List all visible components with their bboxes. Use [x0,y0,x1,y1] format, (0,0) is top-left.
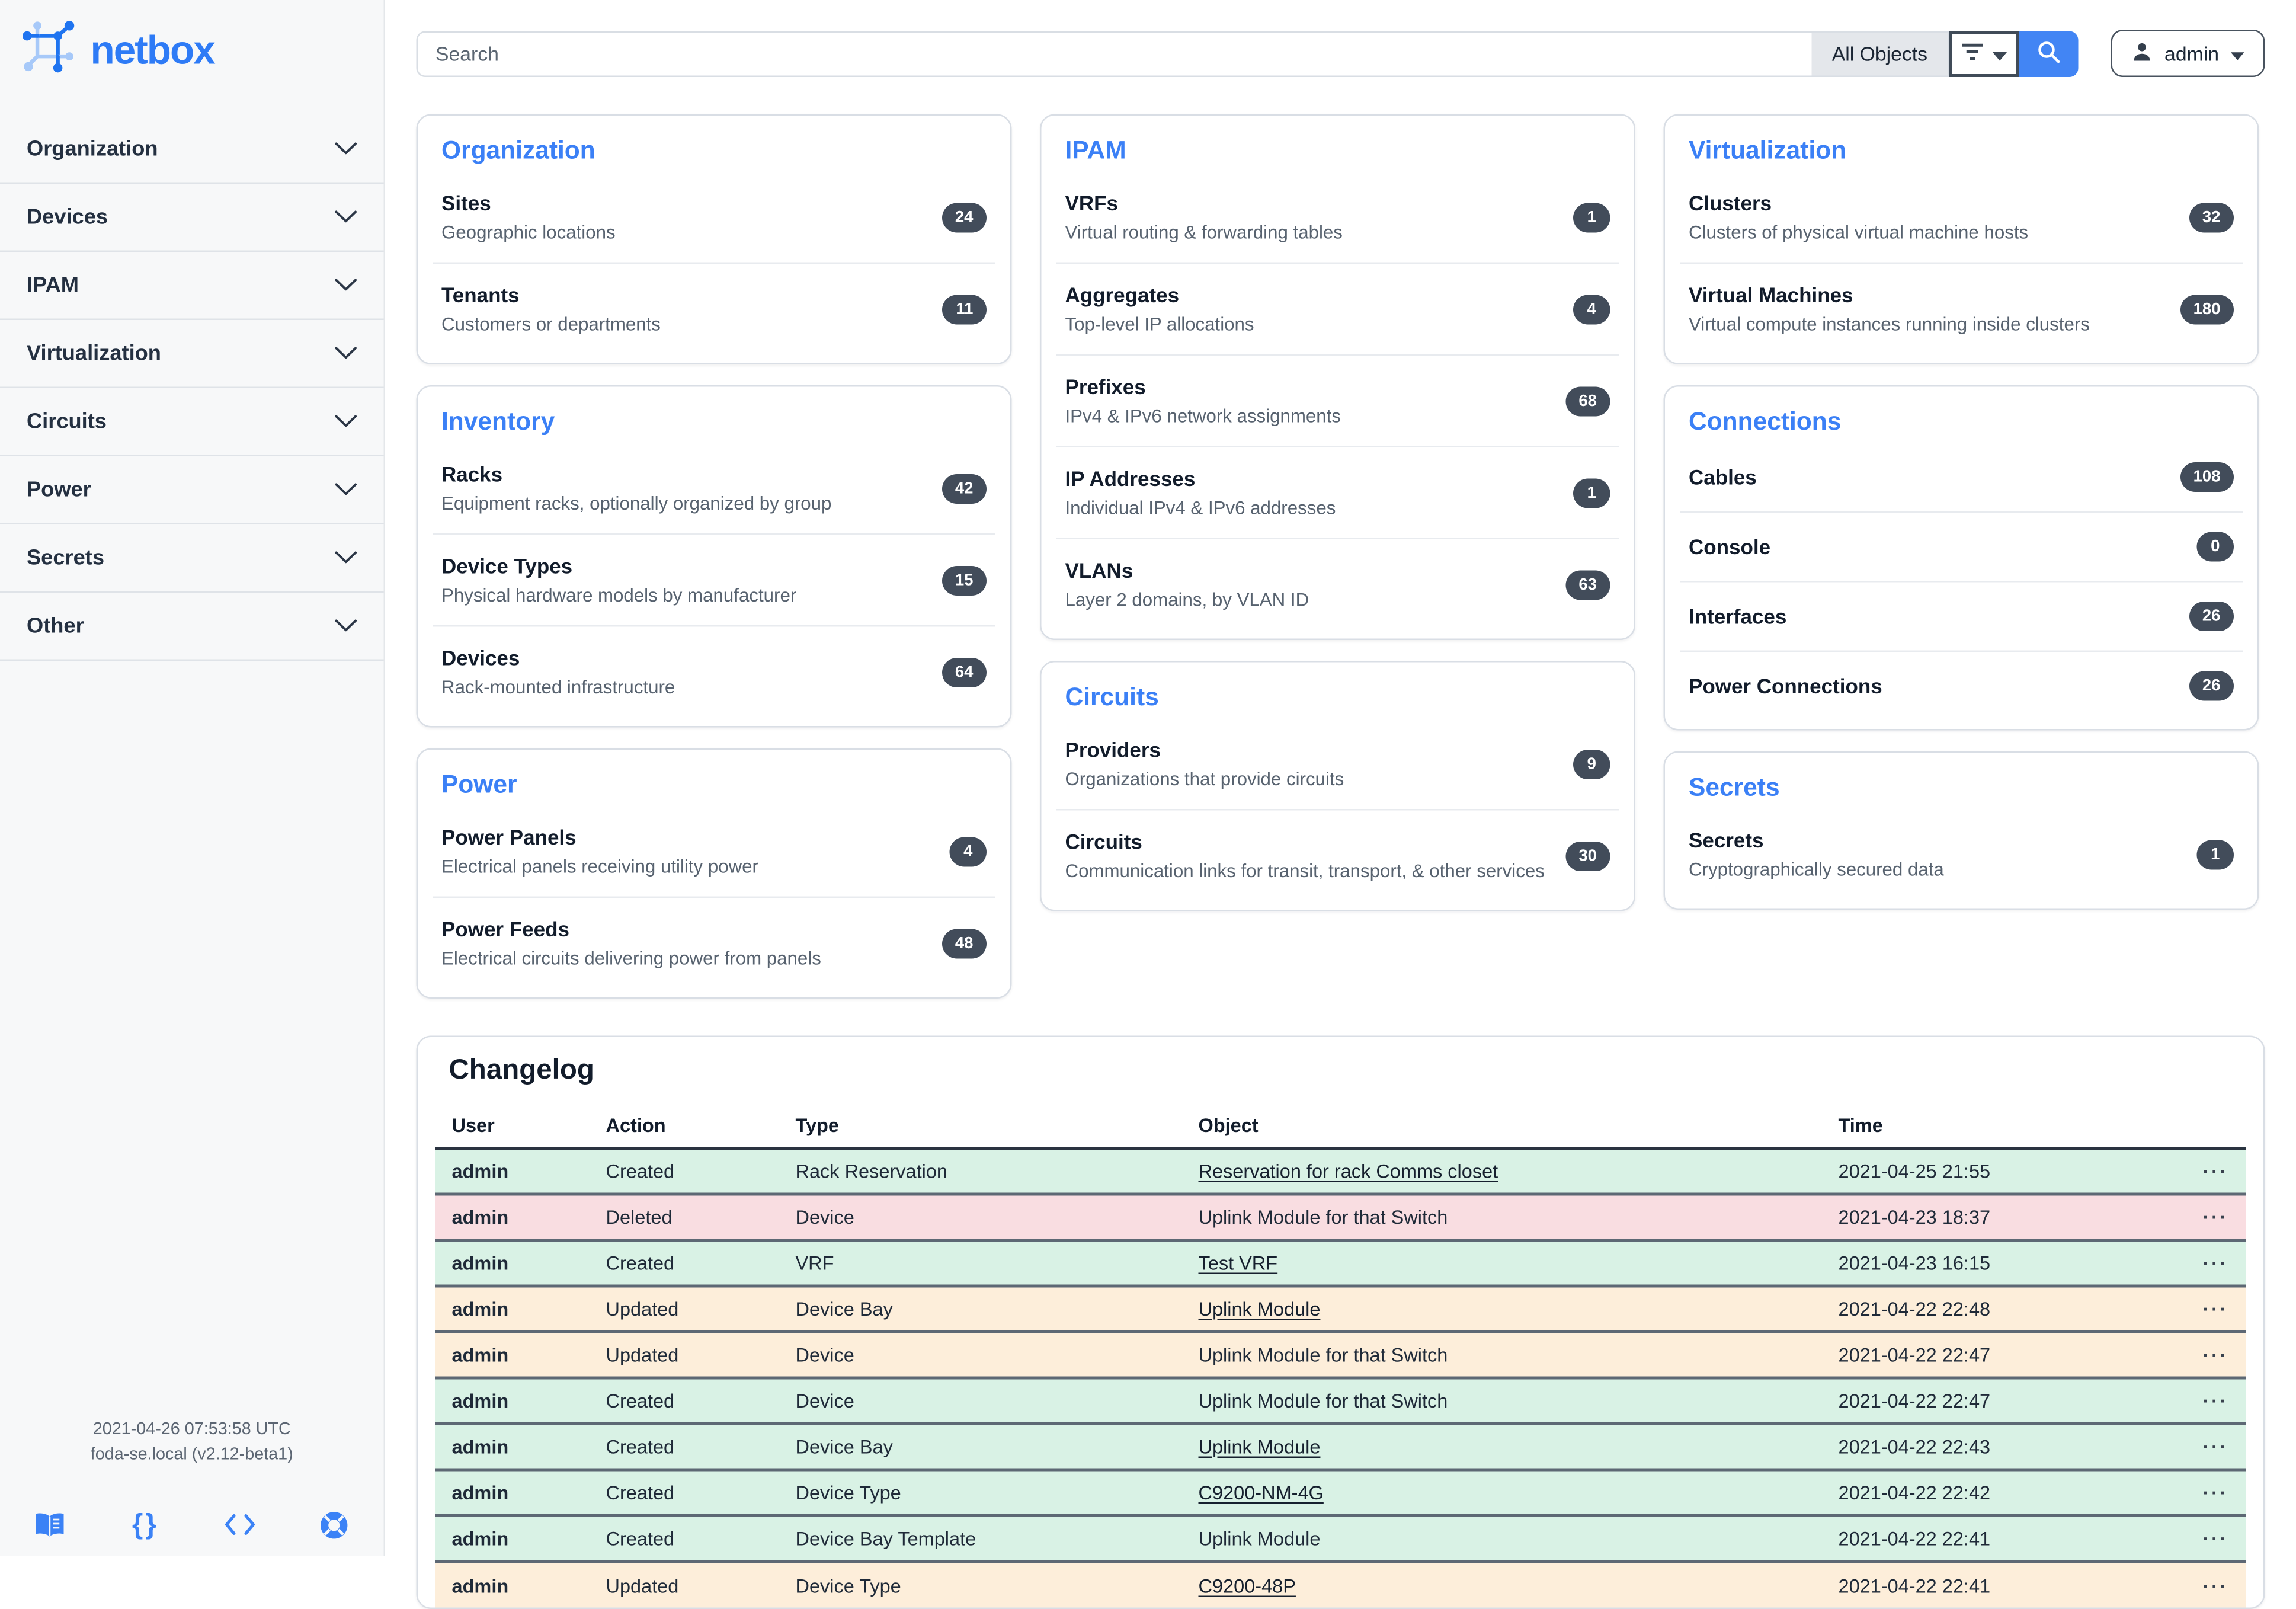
changelog-time-cell: 2021-04-23 16:15 [1822,1240,2186,1287]
panel-item-power-feeds[interactable] [433,898,995,989]
changelog-object-cell [1182,1286,1822,1332]
changelog-header-user: User [435,1108,590,1149]
dashboard-column [1040,114,1635,999]
panel-item-description: Virtual routing & forwarding tables [1065,222,1343,243]
changelog-action-cell: Created [590,1516,779,1562]
panel-item-racks[interactable] [433,443,995,535]
changelog-time-cell: 2021-04-25 21:55 [1822,1149,2186,1195]
panel-item-text [1065,467,1336,519]
panel-item-name: Power Feeds [441,917,821,941]
panel-item-description: Equipment racks, optionally organized by group [441,494,831,514]
panel-connections [1664,385,2259,731]
panel-item-name: Sites [441,191,616,215]
panel-circuits [1040,661,1635,911]
panel-item-text [1065,738,1344,790]
panel-item-cables[interactable] [1680,443,2243,513]
panel-item-text [1689,674,1882,698]
row-menu-ellipsis[interactable]: ··· [2186,1332,2246,1378]
row-menu-ellipsis[interactable]: ··· [2186,1286,2246,1332]
panel-item-description: Layer 2 domains, by VLAN ID [1065,590,1309,610]
panel-item-text [441,826,758,878]
changelog-action-cell: Deleted [590,1194,779,1240]
row-menu-ellipsis[interactable]: ··· [2186,1516,2246,1562]
panel-item-text [1689,191,2028,244]
changelog-header-time: Time [1822,1108,2186,1149]
panel-item-name: Providers [1065,738,1344,762]
panel-item-description: Virtual compute instances running inside clusters [1689,314,2090,335]
changelog-object-cell [1182,1424,1822,1470]
changelog-object-link[interactable]: Test VRF [1199,1252,1278,1275]
sidebar-item-virtualization[interactable] [0,320,384,388]
netbox-logo[interactable] [0,0,384,98]
changelog-type-cell: Device [779,1194,1182,1240]
panel-item-aggregates[interactable] [1056,264,1619,356]
changelog-user-cell: admin [435,1286,590,1332]
changelog-type-cell: VRF [779,1240,1182,1287]
changelog-user-cell: admin [435,1562,590,1608]
panel-item-text [1065,375,1341,427]
row-menu-ellipsis[interactable]: ··· [2186,1149,2246,1195]
panel-item-name: Racks [441,462,831,486]
panel-item-description: Electrical circuits delivering power from panels [441,948,821,969]
changelog-action-cell: Updated [590,1562,779,1608]
chevron-down-icon [335,478,357,501]
panel-title: Virtualization [1665,136,2257,166]
changelog-row [435,1516,2246,1562]
panel-item-description: Top-level IP allocations [1065,314,1254,335]
panel-item-name: Power Connections [1689,674,1882,698]
panel-item-vrfs[interactable] [1056,172,1619,264]
panel-item-text [1689,604,1786,628]
sidebar-item-other[interactable] [0,593,384,661]
count-badge: 180 [2180,294,2234,324]
chevron-down-icon [335,205,357,229]
row-menu-ellipsis[interactable]: ··· [2186,1470,2246,1516]
panel-item-text [1689,283,2090,335]
panel-ipam [1040,114,1635,641]
changelog-object-cell [1182,1562,1822,1608]
panel-item-providers[interactable] [1056,719,1619,811]
changelog-type-cell: Device Bay Template [779,1516,1182,1562]
changelog-header-action: Action [590,1108,779,1149]
changelog-action-cell: Created [590,1149,779,1195]
panel-item-text [441,191,616,244]
changelog-object-cell: Uplink Module for that Switch [1182,1332,1822,1378]
panel-items [418,172,1010,354]
panel-title: Secrets [1665,773,2257,803]
changelog-object-cell: Uplink Module [1182,1516,1822,1562]
panel-item-power-connections[interactable] [1680,652,2243,720]
count-badge: 0 [2197,532,2234,562]
changelog-time-cell: 2021-04-22 22:47 [1822,1332,2186,1378]
panel-item-text [441,283,661,335]
changelog-row [435,1240,2246,1287]
changelog-object-cell [1182,1470,1822,1516]
row-menu-ellipsis[interactable]: ··· [2186,1378,2246,1424]
count-badge: 24 [942,202,987,232]
panel-item-description: Communication links for transit, transport, & other services [1065,861,1545,882]
sidebar-nav [0,116,384,661]
count-badge: 4 [950,836,987,866]
changelog-user-cell: admin [435,1378,590,1424]
changelog-action-cell: Created [590,1470,779,1516]
changelog-type-cell: Rack Reservation [779,1149,1182,1195]
code-icon[interactable] [223,1508,256,1541]
changelog-row [435,1286,2246,1332]
panel-item-circuits[interactable] [1056,811,1619,901]
changelog-row [435,1424,2246,1470]
panel-item-description: Geographic locations [441,222,616,243]
panel-inventory [417,385,1012,728]
panel-item-name: Circuits [1065,830,1545,853]
book-open-icon[interactable] [33,1508,65,1541]
count-badge: 26 [2189,602,2234,631]
count-badge: 4 [1573,294,1610,324]
netbox-logo-text: netbox [91,28,214,75]
count-badge: 42 [942,474,987,503]
panel-item-text [1065,191,1343,244]
panel-item-tenants[interactable] [433,264,995,354]
panel-item-console[interactable] [1680,513,2243,583]
panel-item-name: Device Types [441,554,796,578]
panel-item-name: Tenants [441,283,661,307]
panel-title: Organization [418,136,1010,166]
panel-item-description: IPv4 & IPv6 network assignments [1065,406,1341,427]
count-badge: 48 [942,928,987,958]
panel-item-name: Virtual Machines [1689,283,2090,307]
panel-title: Power [418,770,1010,800]
sidebar-item-circuits[interactable] [0,388,384,456]
row-menu-ellipsis[interactable]: ··· [2186,1194,2246,1240]
search-submit-button[interactable] [2019,30,2079,76]
filter-icon [1962,42,1984,65]
panel-item-name: VRFs [1065,191,1343,215]
changelog-object-cell [1182,1149,1822,1195]
sidebar-item-organization[interactable] [0,116,384,184]
netbox-logo-icon [21,20,77,84]
count-badge: 64 [942,657,987,687]
changelog-type-cell: Device Type [779,1470,1182,1516]
panel-items [1042,719,1634,901]
changelog-header-row [435,1108,2246,1149]
topbar [417,30,2265,77]
panel-item-description: Clusters of physical virtual machine hosts [1689,222,2028,243]
changelog-time-cell: 2021-04-22 22:41 [1822,1562,2186,1608]
row-menu-ellipsis[interactable]: ··· [2186,1424,2246,1470]
panel-item-name: Console [1689,535,1770,559]
changelog-user-cell: admin [435,1332,590,1378]
panel-item-name: VLANs [1065,559,1309,583]
changelog-time-cell: 2021-04-22 22:48 [1822,1286,2186,1332]
changelog-user-cell: admin [435,1240,590,1287]
changelog-action-cell: Created [590,1424,779,1470]
count-badge: 1 [1573,478,1610,507]
sidebar-item-label: Secrets [27,546,104,570]
panel-item-name: Power Panels [441,826,758,849]
chevron-down-icon [335,341,357,365]
changelog-object-link[interactable]: C9200-48P [1199,1574,1296,1597]
caret-down-icon [2231,42,2244,65]
changelog-action-cell: Updated [590,1286,779,1332]
panel-item-name: Devices [441,646,675,670]
changelog-type-cell: Device [779,1378,1182,1424]
braces-icon[interactable]: { } [128,1508,161,1541]
panel-item-text [1689,535,1770,559]
sidebar-item-label: Devices [27,205,108,229]
panel-items [1042,172,1634,630]
count-badge: 11 [943,294,987,324]
sidebar-footer [0,1417,384,1541]
changelog-user-cell: admin [435,1149,590,1195]
panel-item-ip-addresses[interactable] [1056,447,1619,539]
panel-item-description: Physical hardware models by manufacturer [441,586,796,606]
panel-title: Connections [1665,408,2257,437]
changelog-user-cell: admin [435,1424,590,1470]
panel-items [1665,443,2257,721]
panel-item-name: Prefixes [1065,375,1341,399]
count-badge: 1 [2197,839,2234,869]
panel-item-name: Cables [1689,465,1757,489]
panel-item-devices[interactable] [433,627,995,718]
user-menu-button[interactable] [2111,30,2265,77]
changelog-action-cell: Created [590,1240,779,1287]
changelog-time-cell: 2021-04-22 22:43 [1822,1424,2186,1470]
panel-item-description: Electrical panels receiving utility power [441,856,758,877]
changelog-row [435,1562,2246,1608]
search-filter-button[interactable] [1950,30,2020,76]
changelog-user-cell: admin [435,1470,590,1516]
panel-item-text [441,646,675,698]
panel-items [1665,172,2257,354]
changelog-object-link[interactable]: Reservation for rack Comms closet [1199,1160,1498,1183]
panel-title: IPAM [1042,136,1634,166]
count-badge: 15 [942,565,987,595]
count-badge: 1 [1573,202,1610,232]
changelog-row [435,1378,2246,1424]
changelog-object-cell: Uplink Module for that Switch [1182,1378,1822,1424]
sidebar-item-label: Other [27,614,84,638]
changelog-time-cell: 2021-04-22 22:47 [1822,1378,2186,1424]
changelog-type-cell: Device Type [779,1562,1182,1608]
row-menu-ellipsis[interactable]: ··· [2186,1240,2246,1287]
panel-title: Circuits [1042,683,1634,713]
changelog-action-cell: Updated [590,1332,779,1378]
row-menu-ellipsis[interactable]: ··· [2186,1562,2246,1608]
panel-items [1665,809,2257,900]
sidebar-item-label: Organization [27,137,158,161]
count-badge: 68 [1565,386,1610,415]
chevron-down-icon [335,410,357,433]
changelog-card [417,1036,2265,1609]
panel-item-text [1689,829,1944,881]
panel-item-prefixes[interactable] [1056,356,1619,447]
changelog-title: Changelog [435,1055,2246,1087]
dashboard-columns [417,114,2265,999]
panel-item-text [441,462,831,514]
changelog-object-link[interactable]: C9200-NM-4G [1199,1482,1324,1504]
panel-item-text [1065,559,1309,611]
panel-virtualization [1664,114,2259,365]
changelog-header-type: Type [779,1108,1182,1149]
chevron-down-icon [335,614,357,638]
panel-item-description: Rack-mounted infrastructure [441,677,675,698]
changelog-row [435,1332,2246,1378]
count-badge: 108 [2180,462,2234,492]
changelog-action-cell: Created [590,1378,779,1424]
changelog-object-cell [1182,1240,1822,1287]
changelog-object-link[interactable]: Uplink Module [1199,1436,1321,1458]
sidebar-item-label: IPAM [27,273,79,297]
changelog-time-cell: 2021-04-23 18:37 [1822,1194,2186,1240]
main-content [385,0,2296,1556]
changelog-time-cell: 2021-04-22 22:41 [1822,1516,2186,1562]
changelog-row [435,1194,2246,1240]
panel-secrets [1664,751,2259,910]
changelog-table [435,1108,2246,1608]
panel-items [418,443,1010,718]
panel-item-clusters[interactable] [1680,172,2243,264]
sidebar-item-label: Virtualization [27,341,161,365]
changelog-header-object: Object [1182,1108,1822,1149]
count-badge: 9 [1573,749,1610,779]
panel-item-name: Clusters [1689,191,2028,215]
panel-item-virtual-machines[interactable] [1680,264,2243,354]
changelog-object-link[interactable]: Uplink Module [1199,1298,1321,1320]
changelog-type-cell: Device Bay [779,1424,1182,1470]
chevron-down-icon [335,137,357,161]
count-badge: 26 [2189,671,2234,701]
panel-item-name: Interfaces [1689,604,1786,628]
sidebar [0,0,385,1556]
panel-item-text [1689,465,1757,489]
life-ring-icon[interactable] [318,1508,351,1541]
panel-item-text [441,917,821,970]
panel-power [417,748,1012,999]
panel-item-interfaces[interactable] [1680,583,2243,652]
panel-item-device-types[interactable] [433,535,995,627]
dashboard-column [1664,114,2259,999]
sidebar-item-secrets[interactable] [0,524,384,593]
search-input[interactable] [417,30,1811,76]
panel-organization [417,114,1012,365]
panel-item-secrets[interactable] [1680,809,2243,900]
panel-item-vlans[interactable] [1056,539,1619,630]
caret-down-icon [1993,42,2007,65]
panel-item-name: Aggregates [1065,283,1254,307]
count-badge: 30 [1565,841,1610,871]
panel-item-sites[interactable] [433,172,995,264]
changelog-type-cell: Device [779,1332,1182,1378]
dashboard-column [417,114,1012,999]
changelog-type-cell: Device Bay [779,1286,1182,1332]
count-badge: 63 [1565,570,1610,599]
panel-item-text [1065,830,1545,882]
user-menu-label: admin [2164,42,2219,65]
footer-timestamp: 2021-04-26 07:53:58 UTC [0,1417,384,1442]
changelog-object-cell: Uplink Module for that Switch [1182,1194,1822,1240]
count-badge: 32 [2189,202,2234,232]
panel-item-text [441,554,796,606]
changelog-time-cell: 2021-04-22 22:42 [1822,1470,2186,1516]
sidebar-item-power[interactable] [0,456,384,524]
search-bar [417,30,2079,76]
changelog-row [435,1470,2246,1516]
chevron-down-icon [335,273,357,297]
changelog-user-cell: admin [435,1194,590,1240]
panel-item-power-panels[interactable] [433,806,995,898]
panel-items [418,806,1010,989]
changelog-row [435,1149,2246,1195]
panel-item-name: Secrets [1689,829,1944,852]
panel-title: Inventory [418,408,1010,437]
sidebar-item-ipam[interactable] [0,252,384,320]
panel-item-description: Individual IPv4 & IPv6 addresses [1065,498,1336,519]
changelog-user-cell: admin [435,1516,590,1562]
search-scope-label: All Objects [1811,30,1950,76]
person-icon [2132,41,2153,66]
footer-host-version: foda-se.local (v2.12-beta1) [0,1442,384,1468]
chevron-down-icon [335,546,357,570]
changelog-header-menu [2186,1108,2246,1149]
panel-item-name: IP Addresses [1065,467,1336,491]
panel-item-text [1065,283,1254,335]
sidebar-item-label: Circuits [27,410,107,433]
panel-item-description: Organizations that provide circuits [1065,769,1344,790]
sidebar-item-devices[interactable] [0,184,384,252]
panel-item-description: Customers or departments [441,314,661,335]
sidebar-item-label: Power [27,478,91,501]
panel-item-description: Cryptographically secured data [1689,859,1944,880]
search-icon [2037,39,2061,68]
